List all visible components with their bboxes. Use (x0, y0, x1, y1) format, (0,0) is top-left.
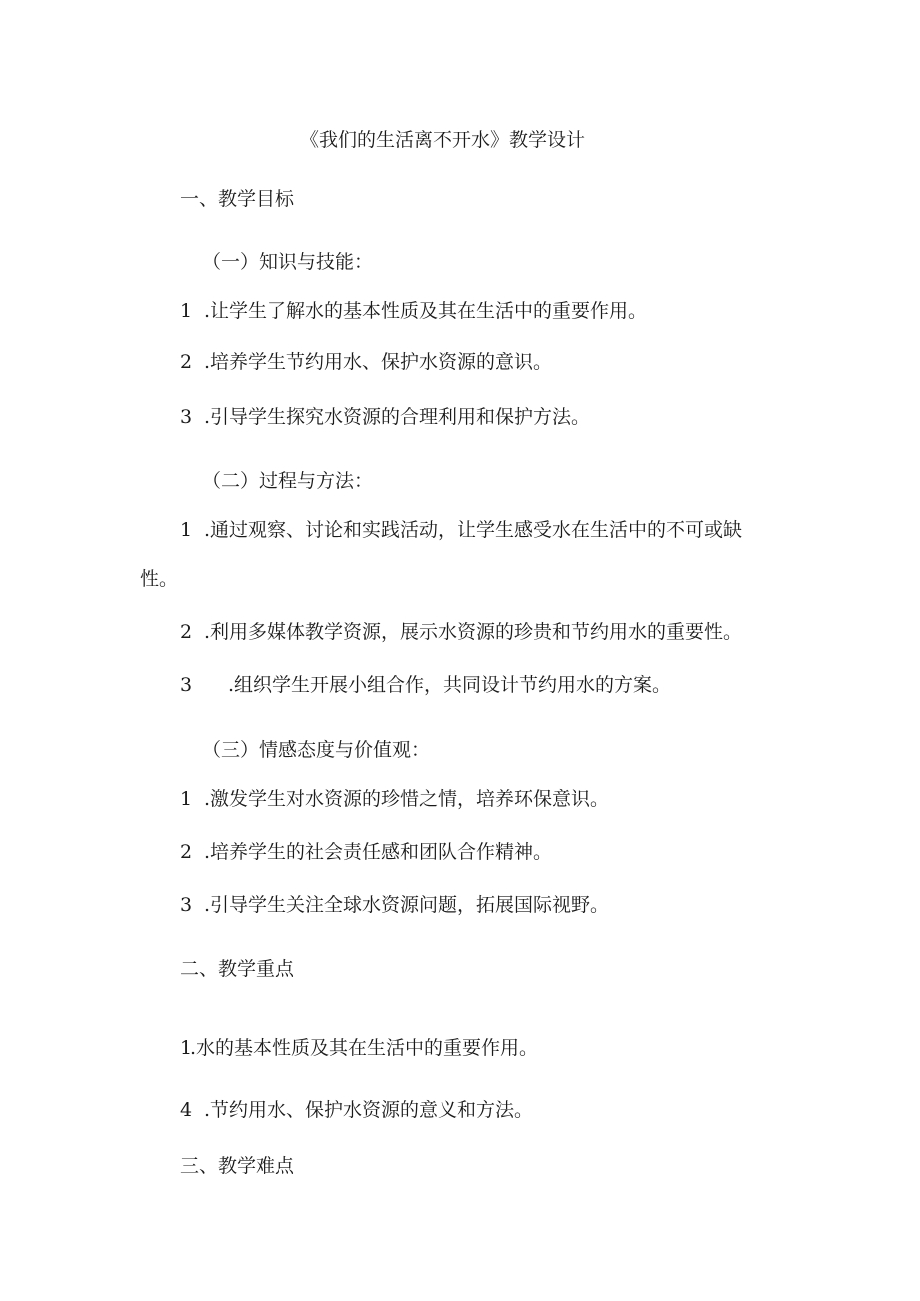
item-number: 1 (180, 1037, 193, 1059)
list-item (180, 620, 742, 644)
item-text: .节约用水、保护水资源的意义和方法。 (204, 1099, 534, 1121)
item-number: 2 (180, 351, 193, 373)
subsection-heading-process: （二）过程与方法： (202, 470, 374, 492)
item-text: .利用多媒体教学资源，展示水资源的珍贵和节约用水的重要性。 (204, 621, 743, 643)
list-item (180, 518, 742, 542)
item-number: 3 (180, 894, 193, 916)
list-item (180, 1036, 538, 1060)
item-text: .通过观察、讨论和实践活动，让学生感受水在生活中的不可或缺 (204, 519, 743, 541)
list-item (180, 673, 671, 697)
item-text: .培养学生节约用水、保护水资源的意识。 (204, 351, 553, 373)
item-number: 3 (180, 406, 193, 428)
subsection-heading-knowledge: （一）知识与技能： (202, 251, 374, 273)
subsection-heading-values: （三）情感态度与价值观： (202, 739, 431, 761)
document-title: 《我们的生活离不开水》教学设计 (300, 129, 586, 151)
item-number: 1 (180, 519, 193, 541)
item-number: 2 (180, 841, 193, 863)
item-text: .组织学生开展小组合作，共同设计节约用水的方案。 (228, 674, 672, 696)
item-number: 2 (180, 621, 193, 643)
item-text: .引导学生探究水资源的合理利用和保护方法。 (204, 406, 591, 428)
list-item (180, 840, 552, 864)
section-heading-difficulties: 三、教学难点 (180, 1155, 295, 1177)
list-item (180, 787, 609, 811)
list-item (180, 893, 609, 917)
item-number: 4 (180, 1099, 193, 1121)
section-heading-key-points: 二、教学重点 (180, 958, 295, 980)
item-number: 3 (180, 674, 193, 696)
item-text: .激发学生对水资源的珍惜之情，培养环保意识。 (204, 788, 610, 810)
item-number: 1 (180, 300, 193, 322)
list-item (180, 299, 647, 323)
list-item-continuation: 性。 (140, 568, 179, 590)
item-number: 1 (180, 788, 193, 810)
item-text: .培养学生的社会责任感和团队合作精神。 (204, 841, 553, 863)
list-item (180, 1098, 533, 1122)
section-heading-goals: 一、教学目标 (180, 188, 295, 210)
list-item (180, 350, 552, 374)
item-text: .引导学生关注全球水资源问题，拓展国际视野。 (204, 894, 610, 916)
item-text: .让学生了解水的基本性质及其在生活中的重要作用。 (204, 300, 648, 322)
item-text: .水的基本性质及其在生活中的重要作用。 (190, 1037, 539, 1059)
list-item (180, 405, 590, 429)
